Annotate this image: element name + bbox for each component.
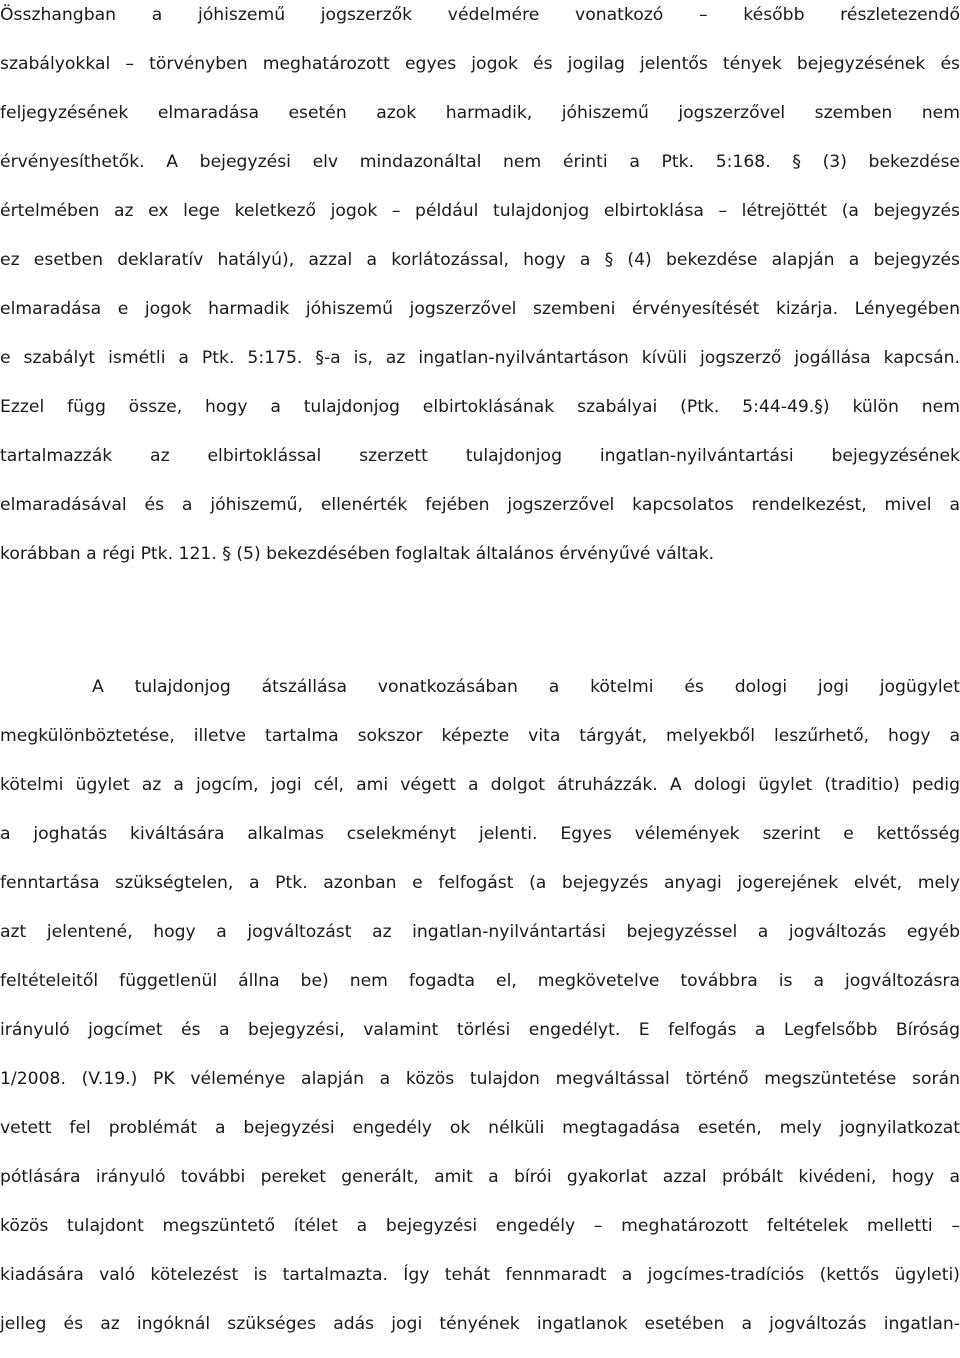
text-line: kötelmi ügylet az a jogcím, jogi cél, ami végett a dolgot átruházzák. A dologi ügylet (traditio) pedig — [0, 775, 960, 795]
text-line: Összhangban a jóhiszemű jogszerzők védelmére vonatkozó – később részletezendő — [0, 5, 960, 25]
paragraph-ownership-transfer — [0, 672, 960, 1358]
text-line: elmaradásával és a jóhiszemű, ellenérték fejében jogszerzővel kapcsolatos rendelkezést, mivel a — [0, 495, 960, 515]
text-line: közös tulajdont megszüntető ítélet a bejegyzési engedély – meghatározott feltételek melletti – — [0, 1216, 960, 1236]
text-line: feltételeitől függetlenül állna be) nem fogadta el, megkövetelve továbbra is a jogváltozásra — [0, 971, 960, 991]
text-line: 1/2008. (V.19.) PK véleménye alapján a közös tulajdon megváltással történő megszüntetése során — [0, 1069, 960, 1089]
text-line: értelmében az ex lege keletkező jogok – például tulajdonjog elbirtoklása – létrejöttét (a bejegyzés — [0, 201, 960, 221]
text-line: szabályokkal – törvényben meghatározott egyes jogok és jogilag jelentős tények bejegyzésének és — [0, 54, 960, 74]
text-line: a joghatás kiváltására alkalmas cselekményt jelenti. Egyes vélemények szerint e kettősség — [0, 824, 960, 844]
text-line: jelleg és az ingóknál szükséges adás jogi tényének ingatlanok esetében a jogváltozás ingatlan- — [0, 1314, 960, 1334]
text-line: Ezzel függ össze, hogy a tulajdonjog elbirtoklásának szabályai (Ptk. 5:44-49.§) külön nem — [0, 397, 960, 417]
text-line: érvényesíthetők. A bejegyzési elv mindazonáltal nem érinti a Ptk. 5:168. § (3) bekezdése — [0, 152, 960, 172]
text-line: megkülönböztetése, illetve tartalma sokszor képezte vita tárgyát, melyekből leszűrhető, hogy a — [0, 726, 960, 746]
text-line: e szabályt ismétli a Ptk. 5:175. §-a is, az ingatlan-nyilvántartáson kívüli jogszerző jogállása kapcsán. — [0, 348, 960, 368]
text-line: tartalmazzák az elbirtoklással szerzett tulajdonjog ingatlan-nyilvántartási bejegyzésének — [0, 446, 960, 466]
text-line: vetett fel problémát a bejegyzési engedély ok nélküli megtagadása esetén, mely jognyilatkozat — [0, 1118, 960, 1138]
text-line: fenntartása szükségtelen, a Ptk. azonban e felfogást (a bejegyzés anyagi jogerejének elvét, mely — [0, 873, 960, 893]
text-line: feljegyzésének elmaradása esetén azok harmadik, jóhiszemű jogszerzővel szemben nem — [0, 103, 960, 123]
paragraph-registration-principle — [0, 0, 960, 588]
text-line: A tulajdonjog átszállása vonatkozásában a kötelmi és dologi jogi jogügylet — [92, 677, 960, 697]
text-line: korábban a régi Ptk. 121. § (5) bekezdésében foglaltak általános érvényűvé váltak. — [0, 544, 715, 564]
text-line: kiadására való kötelezést is tartalmazta. Így tehát fennmaradt a jogcímes-tradíciós (kettős ügyleti) — [0, 1265, 960, 1285]
text-line: pótlására irányuló további pereket generált, amit a bírói gyakorlat azzal próbált kivédeni, hogy a — [0, 1167, 960, 1187]
text-line: elmaradása e jogok harmadik jóhiszemű jogszerzővel szembeni érvényesítését kizárja. Lényegében — [0, 299, 960, 319]
text-line: ez esetben deklaratív hatályú), azzal a korlátozással, hogy a § (4) bekezdése alapján a bejegyzés — [0, 250, 960, 270]
text-line: irányuló jogcímet és a bejegyzési, valamint törlési engedélyt. E felfogás a Legfelsőbb Bíróság — [0, 1020, 960, 1040]
text-line: azt jelentené, hogy a jogváltozást az ingatlan-nyilvántartási bejegyzéssel a jogváltozás egyéb — [0, 922, 960, 942]
